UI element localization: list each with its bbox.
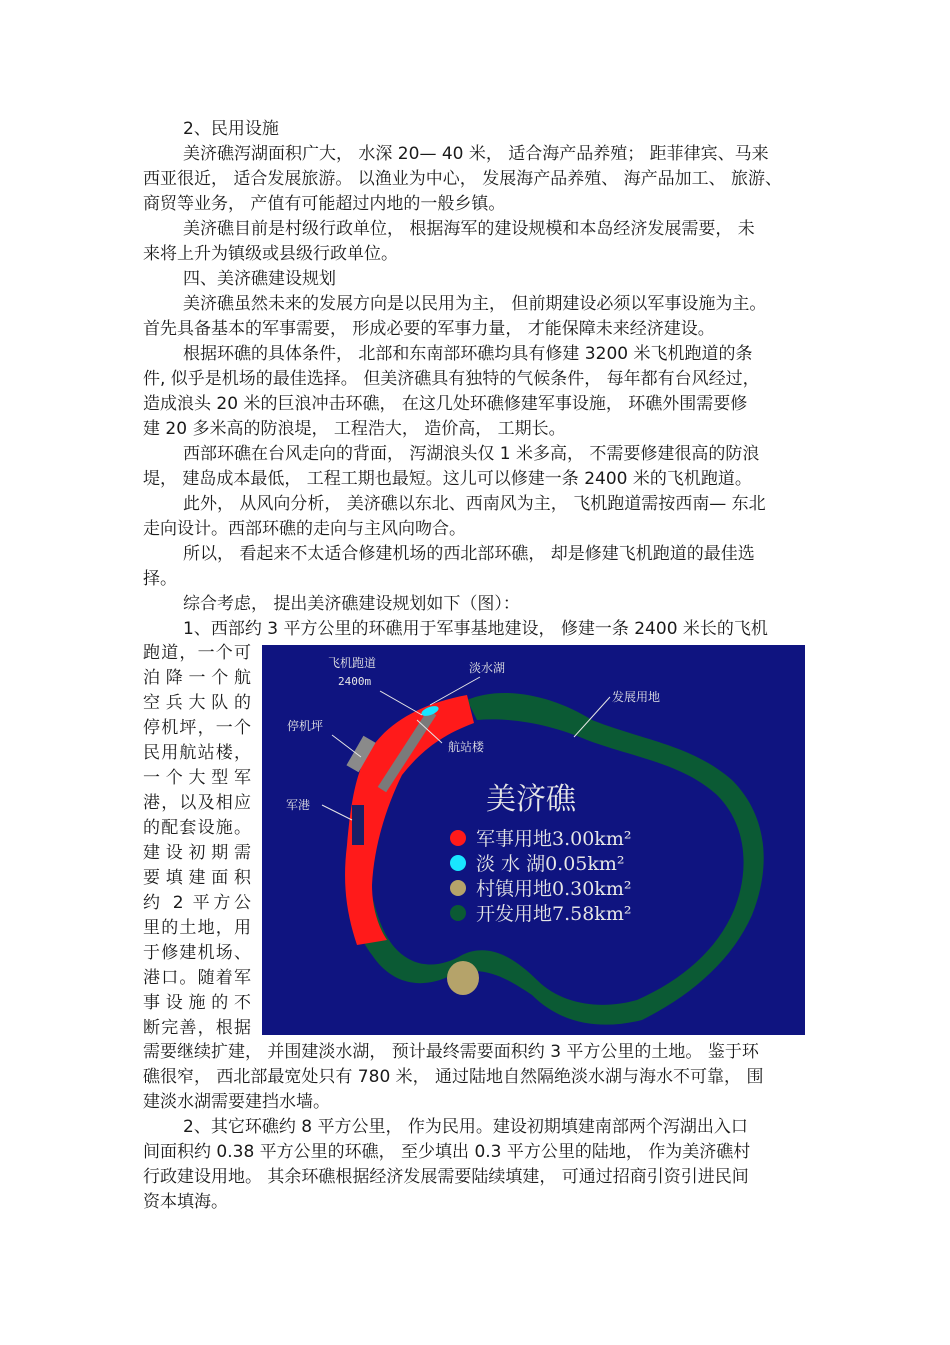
wrap-line: 港口。随着军 — [143, 968, 251, 988]
legend-swatch-lake — [450, 855, 466, 871]
development-label: 发展用地 — [612, 690, 661, 704]
wrap-line: 建设初期需 — [143, 843, 251, 863]
text-line: 择。 — [143, 569, 177, 589]
text-line: 件, 似乎是机场的最佳选择。 但美济礁具有独特的气候条件， 每年都有台风经过， — [143, 369, 760, 389]
wrap-line: 泊降一个航 — [143, 668, 251, 688]
text-line: 2、其它环礁约 8 平方公里， 作为民用。建设初期填建南部两个泻湖出入口 — [183, 1117, 748, 1137]
port-label: 军港 — [286, 798, 311, 812]
section-heading: 四、美济礁建设规划 — [183, 269, 336, 289]
text-line: 礁很窄， 西北部最宽处只有 780 米， 通过陆地自然隔绝淡水湖与海水不可靠， 围 — [143, 1067, 764, 1087]
text-line: 首先具备基本的军事需要， 形成必要的军事力量， 才能保障未来经济建设。 — [143, 319, 715, 339]
text-line: 走向设计。西部环礁的走向与主风向吻合。 — [143, 519, 466, 539]
wrap-line: 停机坪，一个 — [143, 718, 251, 738]
text-line: 建淡水湖需要建挡水墙。 — [143, 1092, 330, 1112]
legend-swatch-development — [450, 905, 466, 921]
text-line: 行政建设用地。 其余环礁根据经济发展需要陆续填建， 可通过招商引资引进民间 — [143, 1167, 749, 1187]
text-line: 所以， 看起来不太适合修建机场的西北部环礁， 却是修建飞机跑道的最佳选 — [183, 544, 755, 564]
wrap-line: 一个大型军 — [143, 768, 251, 788]
terminal-label: 航站楼 — [448, 740, 485, 754]
wrap-line: 里的土地，用 — [143, 918, 251, 938]
wrap-line: 空兵大队的 — [143, 693, 251, 713]
text-line: 商贸等业务， 产值有可能超过内地的一般乡镇。 — [143, 194, 506, 214]
text-line: 来将上升为镇级或县级行政单位。 — [143, 244, 398, 264]
legend-lake: 淡 水 湖0.05km² — [476, 853, 625, 875]
legend-swatch-military — [450, 830, 466, 846]
reef-map-svg — [262, 645, 805, 1035]
naval-port — [352, 805, 364, 845]
legend-development: 开发用地7.58km² — [476, 903, 632, 925]
text-line: 1、西部约 3 平方公里的环礁用于军事基地建设， 修建一条 2400 米长的飞机 — [183, 619, 768, 639]
text-line: 根据环礁的具体条件， 北部和东南部环礁均具有修建 3200 米飞机跑道的条 — [183, 344, 753, 364]
legend-village: 村镇用地0.30km² — [476, 878, 632, 900]
text-line: 西部环礁在台风走向的背面， 泻湖浪头仅 1 米多高， 不需要修建很高的防浪 — [183, 444, 760, 464]
village-land — [447, 961, 479, 995]
apron-label: 停机坪 — [287, 719, 324, 733]
wrap-line: 断完善，根据 — [143, 1018, 251, 1038]
freshwater-label: 淡水湖 — [469, 661, 506, 675]
text-line: 此外， 从风向分析， 美济礁以东北、西南风为主， 飞机跑道需按西南— 东北 — [183, 494, 766, 514]
wrap-line: 民用航站楼， — [143, 743, 251, 763]
text-line: 建 20 多米高的防浪堤， 工程浩大， 造价高， 工期长。 — [143, 419, 566, 439]
section-heading: 2、民用设施 — [183, 119, 279, 139]
text-line: 美济礁泻湖面积广大， 水深 20— 40 米， 适合海产品养殖； 距菲律宾、马来 — [183, 144, 769, 164]
runway-length-label: 2400m — [338, 675, 372, 688]
legend-swatch-village — [450, 880, 466, 896]
wrap-line: 港，以及相应 — [143, 793, 251, 813]
text-line: 美济礁虽然未来的发展方向是以民用为主， 但前期建设必须以军事设施为主。 — [183, 294, 767, 314]
runway-label: 飞机跑道 — [328, 656, 377, 670]
wrap-line: 要填建面积 — [143, 868, 251, 888]
text-line: 资本填海。 — [143, 1192, 228, 1212]
text-line: 需要继续扩建， 并围建淡水湖， 预计最终需要面积约 3 平方公里的土地。 鉴于环 — [143, 1042, 759, 1062]
wrapped-paragraph — [143, 641, 251, 1041]
text-line: 美济礁目前是村级行政单位， 根据海军的建设规模和本岛经济发展需要， 未 — [183, 219, 755, 239]
map-title: 美济礁 — [486, 782, 576, 817]
reef-plan-map — [262, 645, 805, 1035]
text-line: 间面积约 0.38 平方公里的环礁， 至少填出 0.3 平方公里的陆地， 作为美济礁村 — [143, 1142, 751, 1162]
wrap-line: 跑道，一个可 — [143, 643, 251, 663]
wrap-line: 的配套设施。 — [143, 818, 251, 838]
wrap-line: 约 2 平方公 — [143, 893, 251, 913]
text-line: 西亚很近， 适合发展旅游。 以渔业为中心， 发展海产品养殖、 海产品加工、 旅游、 — [143, 169, 783, 189]
text-line: 堤， 建岛成本最低， 工程工期也最短。这儿可以修建一条 2400 米的飞机跑道。 — [143, 469, 752, 489]
text-line: 综合考虑， 提出美济礁建设规划如下（图）： — [183, 594, 520, 614]
wrap-line: 于修建机场、 — [143, 943, 251, 963]
wrap-line: 事设施的不 — [143, 993, 251, 1013]
legend-military: 军事用地3.00km² — [476, 828, 632, 850]
text-line: 造成浪头 20 米的巨浪冲击环礁， 在这几处环礁修建军事设施， 环礁外围需要修 — [143, 394, 748, 414]
